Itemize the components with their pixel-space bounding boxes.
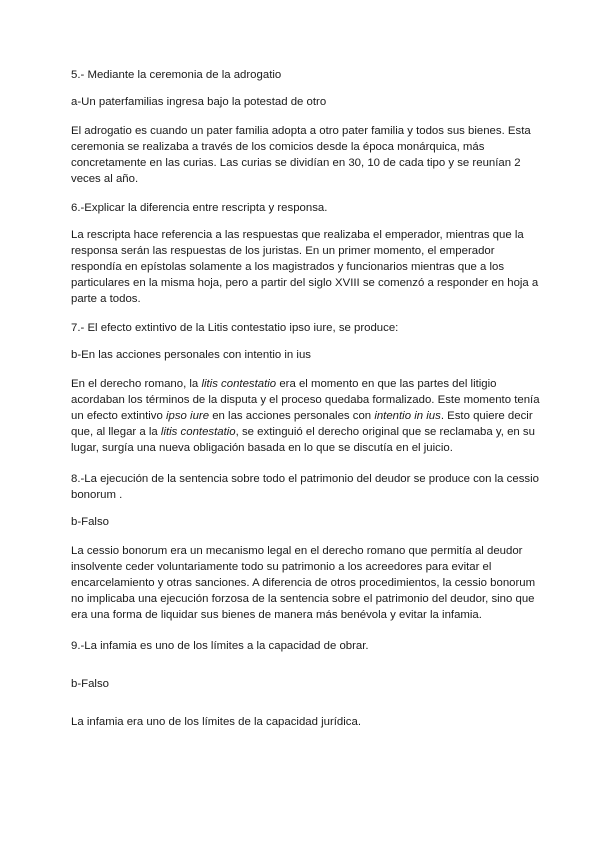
- answer-9: b-Falso: [71, 678, 109, 690]
- answer-8: b-Falso: [71, 516, 109, 528]
- question-7: 7.- El efecto extintivo de la Litis contestatio ipso iure, se produce:: [71, 322, 399, 334]
- explanation-9: La infamia era uno de los límites de la capacidad jurídica.: [71, 716, 361, 728]
- explanation-7-term: litis contestatio: [160, 426, 236, 438]
- explanation-7-term: intentio in ius: [374, 410, 441, 422]
- question-5: 5.- Mediante la ceremonia de la adrogatio: [71, 69, 282, 81]
- explanation-7: [71, 376, 541, 456]
- explanation-7-text: era el momento en que las partes del litigio acordaban los términos de la disputa y el proceso quedaba formalizado. Este momento tenía un efecto extintivo: [71, 378, 540, 422]
- explanation-7-text: , se extinguió el derecho original que se reclamaba y, en su lugar, surgía una nueva obligación basada en lo que se discutía en el juicio.: [71, 426, 535, 454]
- answer-7: b-En las acciones personales con intentio in ius: [71, 349, 311, 361]
- explanation-7-term: ipso iure: [165, 410, 210, 422]
- explanation-5: El adrogatio es cuando un pater familia adopta a otro pater familia y todos sus bienes. Esta ceremonia se realizaba a través de los comicios desde la época monárquica, más concretamente en las curias. Las curias se dividían en 30, 10 de cada tipo y se reunían 2 veces al año.: [71, 125, 531, 185]
- explanation-7-text: en las acciones personales con: [209, 410, 375, 422]
- explanation-6: La rescripta hace referencia a las respuestas que realizaba el emperador, mientras que la responsa serán las respuestas de los juristas. En un primer momento, el emperador respondía en epístolas solamente a los magistrados y funcionarios mientras que a los particulares en la misma hoja, pero a partir del siglo XVIII se comenzó a responder en hoja a parte a todos.: [71, 229, 539, 305]
- explanation-7-text: En el derecho romano, la: [71, 378, 202, 390]
- explanation-7-text: . Esto quiere decir que, al llegar a la: [71, 410, 533, 438]
- explanation-8: La cessio bonorum era un mecanismo legal en el derecho romano que permitía al deudor insolvente ceder voluntariamente todo su patrimonio a los acreedores para evitar el encarcelamiento y otras sanciones. A diferencia de otros procedimientos, la cessio bonorum no implicaba una ejecución forzosa de la sentencia sobre el patrimonio del deudor, sino que era una forma de liquidar sus bienes de manera más benévola y evitar la infamia.: [71, 545, 536, 621]
- explanation-7-term: litis contestatio: [201, 378, 277, 390]
- document-page: [71, 67, 541, 743]
- question-6: 6.-Explicar la diferencia entre rescripta y responsa.: [71, 202, 328, 214]
- question-8: 8.-La ejecución de la sentencia sobre todo el patrimonio del deudor se produce con la cessio bonorum .: [71, 473, 539, 501]
- question-9: 9.-La infamia es uno de los límites a la capacidad de obrar.: [71, 640, 369, 652]
- answer-5: a-Un paterfamilias ingresa bajo la potestad de otro: [71, 96, 327, 108]
